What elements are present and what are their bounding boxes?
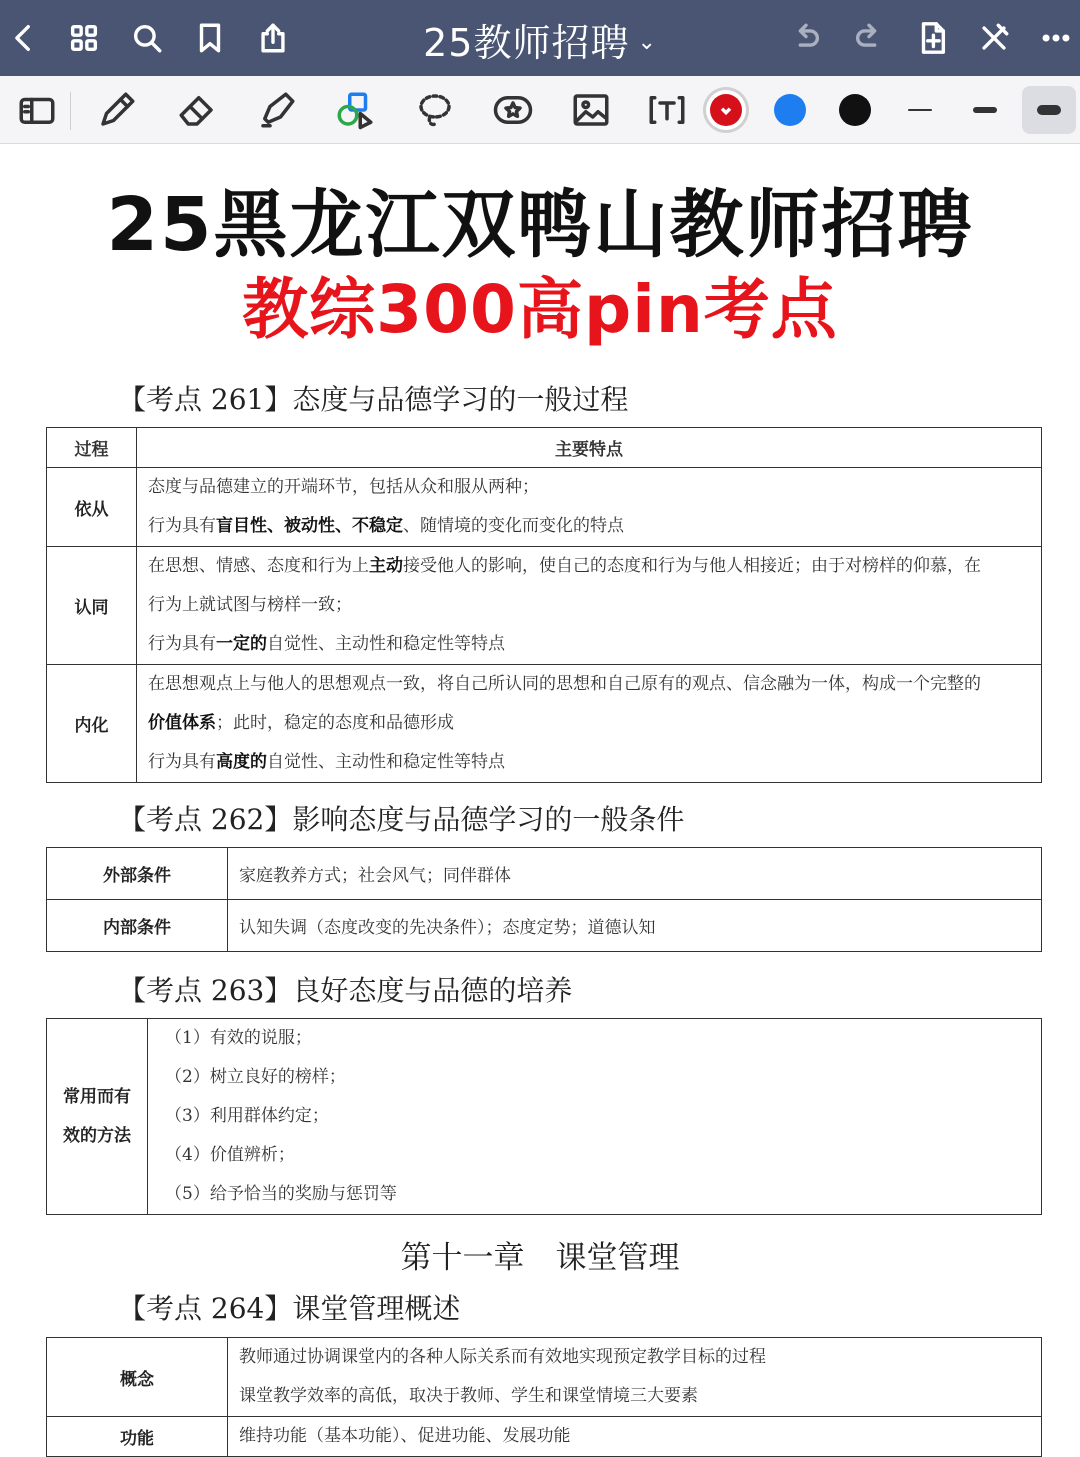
table-row <box>47 900 1042 952</box>
list-item: （1）有效的说服； <box>165 1028 312 1048</box>
content-line: 在思想、情感、态度和行为上主动接受他人的影响，使自己的态度和行为与他人相接近；由于对榜样的仰慕，在 <box>148 556 981 576</box>
lasso-icon[interactable] <box>410 86 460 134</box>
page-subtitle: 教综300高pin考点 <box>242 271 838 348</box>
content-line: 行为具有盲目性、被动性、不稳定、随情境的变化而变化的特点 <box>148 516 624 536</box>
section-heading-261: 【考点 261】态度与品德学习的一般过程 <box>118 383 629 416</box>
content-line: 态度与品德建立的开端环节，包括从众和服从两种； <box>148 477 539 497</box>
header-process: 过程 <box>47 428 137 468</box>
share-icon[interactable] <box>253 18 293 58</box>
row-content <box>148 1019 1042 1215</box>
row-content <box>137 665 1042 783</box>
text-tool-icon[interactable] <box>642 86 692 134</box>
add-page-icon[interactable] <box>912 18 952 58</box>
table-row <box>47 1417 1042 1457</box>
grid-view-icon[interactable] <box>64 18 104 58</box>
content-line: 在思想观点上与他人的思想观点一致，将自己所认同的思想和自己原有的观点、信念融为一体，构成一个完整的 <box>148 674 981 694</box>
tools-close-icon[interactable] <box>974 18 1014 58</box>
color-blue-swatch[interactable] <box>774 94 806 126</box>
table-263 <box>46 1018 1042 1215</box>
row-content <box>137 547 1042 665</box>
section-heading-263: 【考点 263】良好态度与品德的培养 <box>118 974 573 1007</box>
row-label: 概念 <box>47 1338 228 1417</box>
content-line: 维持功能（基本功能）、促进功能、发展功能 <box>239 1426 571 1446</box>
read-mode-icon[interactable] <box>12 86 62 134</box>
content-line: 行为具有高度的自觉性、主动性和稳定性等特点 <box>148 752 505 772</box>
row-content <box>228 1417 1042 1457</box>
table-row <box>47 547 1042 665</box>
toolbar-divider <box>70 92 71 130</box>
list-item: （4）价值辨析； <box>165 1145 295 1165</box>
list-item: （2）树立良好的榜样； <box>165 1067 346 1087</box>
table-261 <box>46 427 1042 783</box>
chapter-heading: 第十一章 课堂管理 <box>400 1240 680 1276</box>
content-line: 教师通过协调课堂内的各种人际关系而有效地实现预定教学目标的过程 <box>239 1347 766 1367</box>
row-label: 常用而有 效的方法 <box>47 1019 148 1215</box>
back-icon[interactable] <box>4 18 44 58</box>
row-label: 认同 <box>47 547 137 665</box>
eraser-icon[interactable] <box>172 86 222 134</box>
content-line: 课堂教学效率的高低，取决于教师、学生和课堂情境三大要素 <box>239 1386 698 1406</box>
table-header-row <box>47 428 1042 468</box>
table-row <box>47 848 1042 900</box>
document-page <box>0 144 1080 1449</box>
stroke-thick-option[interactable] <box>1022 86 1076 134</box>
document-title: 25教师招聘 <box>423 20 630 65</box>
row-label: 外部条件 <box>47 848 228 900</box>
undo-icon[interactable] <box>786 18 826 58</box>
row-label: 内化 <box>47 665 137 783</box>
header-features: 主要特点 <box>137 428 1042 468</box>
document-title-dropdown[interactable] <box>340 14 740 64</box>
stroke-medium-option[interactable] <box>958 86 1012 134</box>
content-line: 行为上就试图与榜样一致； <box>148 595 352 615</box>
page-title: 25黑龙江双鸭山教师招聘 <box>106 182 974 268</box>
table-row <box>47 1338 1042 1417</box>
section-heading-264: 【考点 264】课堂管理概述 <box>118 1292 461 1325</box>
top-nav-bar <box>0 0 1080 76</box>
pen-icon[interactable] <box>92 86 142 134</box>
stroke-thin-option[interactable] <box>893 86 947 134</box>
list-item: （3）利用群体约定； <box>165 1106 329 1126</box>
list-item: （5）给予恰当的奖励与惩罚等 <box>165 1184 397 1204</box>
row-content: 家庭教养方式；社会风气；同伴群体 <box>228 848 1042 900</box>
bookmark-icon[interactable] <box>190 18 230 58</box>
table-row <box>47 665 1042 783</box>
content-line: 价值体系；此时，稳定的态度和品德形成 <box>148 713 454 733</box>
table-264 <box>46 1337 1042 1457</box>
section-heading-262: 【考点 262】影响态度与品德学习的一般条件 <box>118 803 685 836</box>
sticker-icon[interactable] <box>488 86 538 134</box>
redo-icon[interactable] <box>849 18 889 58</box>
row-label: 功能 <box>47 1417 228 1457</box>
chevron-down-icon: ⌄ <box>637 29 657 55</box>
content-line: 行为具有一定的自觉性、主动性和稳定性等特点 <box>148 634 505 654</box>
table-row <box>47 1019 1042 1215</box>
search-icon[interactable] <box>127 18 167 58</box>
highlighter-icon[interactable] <box>252 86 302 134</box>
color-black-swatch[interactable] <box>839 94 871 126</box>
row-label: 依从 <box>47 468 137 547</box>
row-content: 认知失调（态度改变的先决条件）；态度定势；道德认知 <box>228 900 1042 952</box>
shapes-icon[interactable] <box>330 86 380 134</box>
row-content <box>137 468 1042 547</box>
annotation-toolbar <box>0 76 1080 144</box>
table-262 <box>46 847 1042 952</box>
row-label: 内部条件 <box>47 900 228 952</box>
image-icon[interactable] <box>566 86 616 134</box>
table-row <box>47 468 1042 547</box>
more-icon[interactable] <box>1036 18 1076 58</box>
row-content <box>228 1338 1042 1417</box>
color-red-swatch[interactable] <box>710 94 742 126</box>
